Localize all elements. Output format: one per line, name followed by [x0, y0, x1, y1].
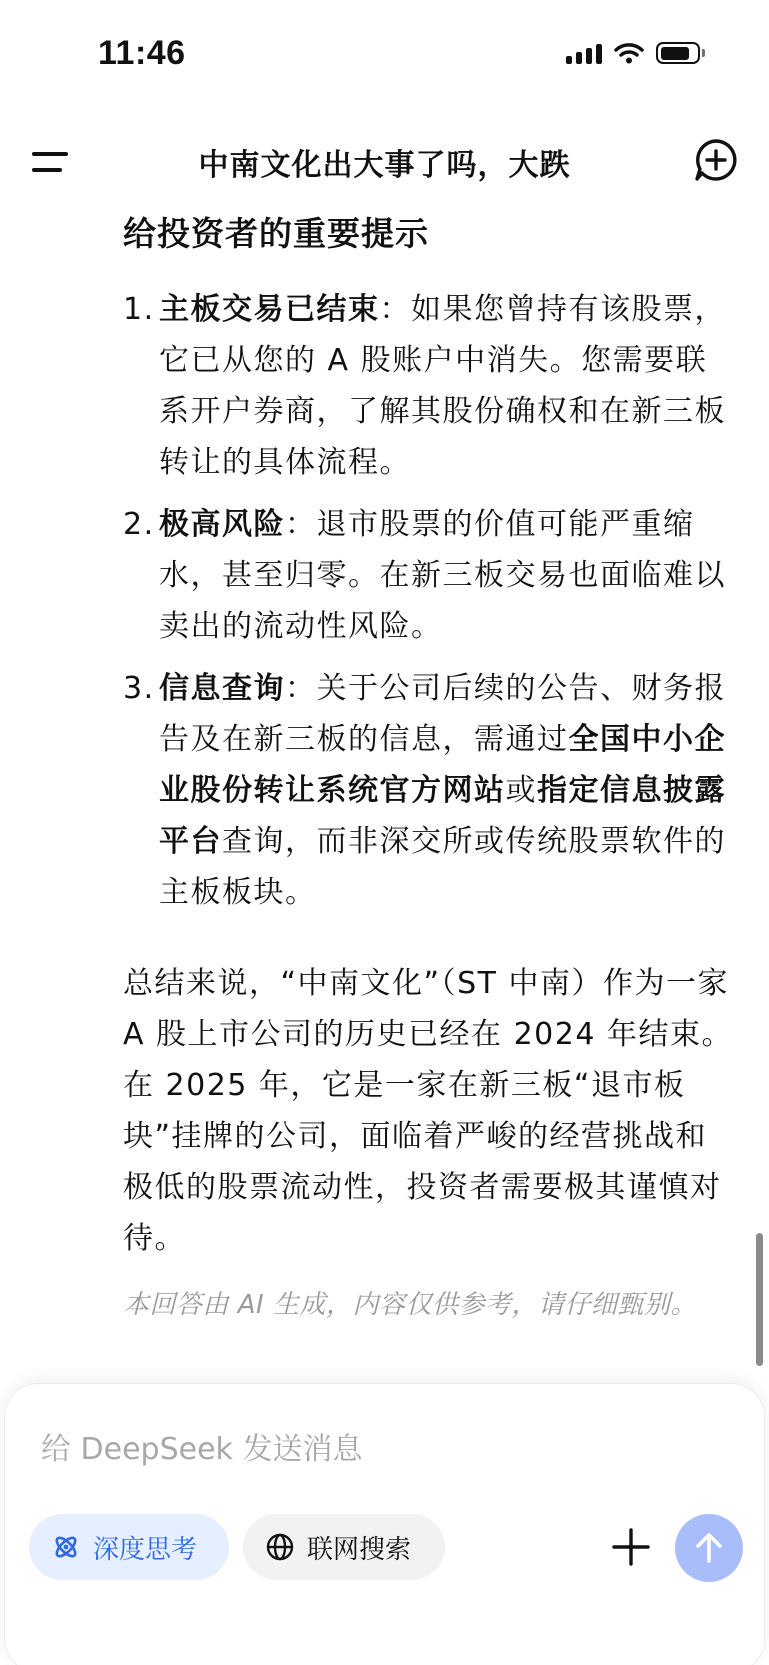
list-strong: 全国中小企业股份转让系统官方网站	[159, 722, 726, 808]
web-search-button[interactable]	[243, 1514, 445, 1580]
section-heading: 给投资者的重要提示	[123, 214, 429, 253]
deepthink-button[interactable]	[29, 1514, 229, 1580]
list-item: 1. 主板交易已结束：如果您曾持有该股票，它已从您的 A 股账户中消失。您需要联系开户券商，了解其股份确权和在新三板转让的具体流程。	[123, 284, 733, 488]
message-input[interactable]	[41, 1424, 641, 1474]
composer	[4, 1383, 765, 1665]
list-term: 主板交易已结束	[159, 292, 380, 327]
status-time: 11:46	[98, 34, 186, 72]
status-bar	[0, 0, 769, 110]
list-item: 3. 信息查询：关于公司后续的公告、财务报告及在新三板的信息，需通过全国中小企业股份转让系统官方网站或指定信息披露平台查询，而非深交所或传统股票软件的主板板块。	[123, 663, 733, 918]
list-strong: 指定信息披露平台	[159, 773, 726, 859]
list-item: 2. 极高风险：退市股票的价值可能严重缩水，甚至归零。在新三板交易也面临难以卖出的流动性风险。	[123, 499, 733, 652]
chat-plus-icon	[692, 136, 740, 184]
new-chat-button[interactable]	[692, 136, 740, 184]
summary-paragraph: 总结来说，“中南文化”（ST 中南）作为一家 A 股上市公司的历史已经在 2024 年结束。在 2025 年，它是一家在新三板“退市板块”挂牌的公司，面临着严峻的经营挑战和极低的股票流动性，投资者需要极其谨慎对待。	[123, 966, 733, 1256]
list-term: 极高风险	[159, 507, 285, 542]
globe-icon	[265, 1532, 295, 1562]
ai-disclaimer: 本回答由 AI 生成，内容仅供参考，请仔细甄别。	[123, 1290, 697, 1320]
list-term: 信息查询	[159, 671, 285, 706]
list-text: 如果您曾持有该股票，它已从您的 A 股账户中消失。您需要联系开户券商，了解其股份确权和在新三板转让的具体流程。	[159, 292, 726, 480]
tips-list	[123, 284, 733, 918]
menu-icon	[32, 152, 68, 156]
send-button[interactable]	[675, 1514, 743, 1582]
list-text: 退市股票的价值可能严重缩水，甚至归零。在新三板交易也面临难以卖出的流动性风险。	[159, 507, 726, 644]
deepthink-label: 深度思考	[93, 1534, 198, 1565]
assistant-message	[123, 202, 733, 1321]
status-icons	[566, 42, 705, 64]
plus-icon	[611, 1527, 651, 1567]
list-text: 关于公司后续的公告、财务报告及在新三板的信息，需通过	[159, 671, 726, 757]
attach-button[interactable]	[611, 1527, 651, 1567]
chat-header	[0, 118, 769, 202]
menu-button[interactable]	[32, 144, 72, 178]
battery-icon	[656, 42, 705, 64]
arrow-up-icon	[691, 1530, 727, 1566]
chat-title: 中南文化出大事了吗，大跌	[198, 148, 571, 183]
scrollbar[interactable]	[756, 1233, 763, 1366]
web-search-label: 联网搜索	[307, 1534, 412, 1565]
atom-icon	[51, 1532, 81, 1562]
cellular-signal-icon	[566, 42, 602, 64]
list-number: 2.	[123, 507, 155, 542]
wifi-icon	[614, 42, 644, 64]
list-number: 1.	[123, 292, 155, 327]
list-number: 3.	[123, 671, 155, 706]
